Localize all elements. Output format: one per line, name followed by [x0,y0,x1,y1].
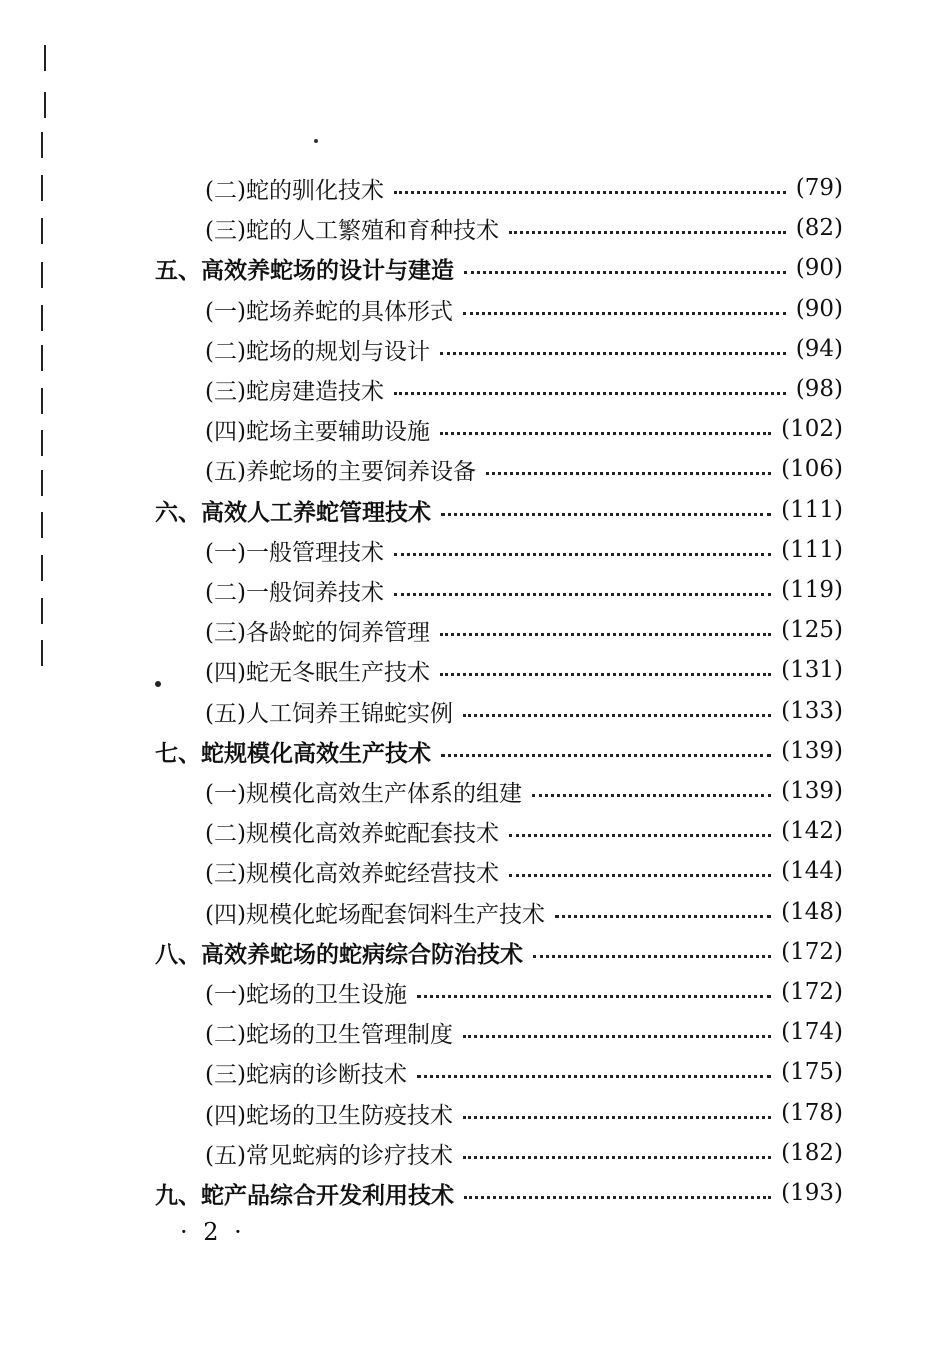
toc-section-entry [205,650,843,690]
dot-leader [555,913,771,918]
dot-leader [509,872,771,877]
toc-entry-title: 九、蛇产品综合开发利用技术 [155,1181,454,1209]
toc-entry-title: (四)蛇无冬眠生产技术 [205,659,430,686]
dot-leader [463,1114,771,1119]
toc-entry-page: (90) [795,255,843,281]
toc-entry-title: (五)常见蛇病的诊疗技术 [205,1142,453,1169]
toc-section-entry [205,1093,843,1133]
toc-section-entry [205,972,843,1012]
toc-entry-title: (二)规模化高效养蛇配套技术 [205,820,499,847]
dot-leader [394,591,771,596]
toc-section-entry [205,530,843,570]
toc-section-entry [205,851,843,891]
dot-leader [463,1154,771,1159]
toc-entry-title: (一)一般管理技术 [205,539,384,566]
toc-entry-page: (182) [781,1140,843,1166]
toc-section-entry [205,1052,843,1092]
dot-leader [441,511,771,516]
toc-section-entry [205,610,843,650]
dot-leader [463,310,786,315]
toc-entry-page: (172) [781,939,843,965]
speck [155,681,161,687]
dot-leader [440,631,771,636]
toc-entry-page: (172) [781,979,843,1005]
toc-entry-page: (119) [781,577,843,603]
toc-entry-title: 八、高效养蛇场的蛇病综合防治技术 [155,940,523,968]
toc-section-entry [205,570,843,610]
toc-section-entry [205,289,843,329]
toc-entry-title: (二)一般饲养技术 [205,579,384,606]
toc-section-entry [205,811,843,851]
toc-section-entry [205,449,843,489]
dot-leader [394,390,786,395]
dot-leader [441,752,771,757]
toc-entry-page: (102) [781,416,843,442]
dot-leader [440,430,771,435]
toc-entry-page: (98) [795,376,843,402]
toc-entry-page: (139) [781,738,843,764]
toc-entry-title: (四)蛇场的卫生防疫技术 [205,1102,453,1129]
toc-entry-page: (111) [781,537,843,563]
page-number: · 2 · [180,1218,246,1246]
dot-leader [463,712,771,717]
dot-leader [464,1194,771,1199]
toc-section-entry [205,892,843,932]
toc-entry-page: (111) [781,497,843,523]
toc-entry-page: (193) [781,1180,843,1206]
toc-entry-page: (125) [781,617,843,643]
toc-section-entry [205,329,843,369]
toc-entry-page: (106) [781,456,843,482]
toc-section-entry [205,1133,843,1173]
toc-chapter-entry [155,932,843,972]
toc-section-entry [205,409,843,449]
toc-entry-page: (144) [781,858,843,884]
toc-entry-title: (二)蛇场的规划与设计 [205,338,430,365]
dot-leader [417,1073,771,1078]
toc-entry-page: (178) [781,1100,843,1126]
toc-section-entry [205,208,843,248]
dot-leader [509,229,786,234]
toc-entry-page: (82) [795,215,843,241]
toc-section-entry [205,771,843,811]
toc-entry-title: 五、高效养蛇场的设计与建造 [155,256,454,284]
dot-leader [509,832,771,837]
speck [314,139,318,143]
toc-entry-title: (一)规模化高效生产体系的组建 [205,780,522,807]
dot-leader [440,671,771,676]
toc-entry-page: (90) [795,296,843,322]
toc-section-entry [205,369,843,409]
toc-entry-page: (133) [781,698,843,724]
toc-entry-title: (五)养蛇场的主要饲养设备 [205,458,476,485]
toc-entry-title: (三)蛇房建造技术 [205,378,384,405]
toc-entry-page: (94) [795,336,843,362]
toc-entry-title: (四)规模化蛇场配套饲料生产技术 [205,901,545,928]
toc-entry-title: (三)蛇的人工繁殖和育种技术 [205,217,499,244]
toc-chapter-entry [155,490,843,530]
toc-section-entry [205,691,843,731]
dot-leader [486,470,771,475]
toc-chapter-entry [155,1173,843,1213]
toc-entry-page: (148) [781,899,843,925]
toc-entry-page: (139) [781,778,843,804]
toc-entry-title: (五)人工饲养王锦蛇实例 [205,700,453,727]
dot-leader [532,792,771,797]
toc-entry-title: 七、蛇规模化高效生产技术 [155,739,431,767]
dot-leader [394,551,771,556]
toc-entry-page: (79) [795,175,843,201]
toc-entry-title: 六、高效人工养蛇管理技术 [155,498,431,526]
toc-entry-page: (131) [781,657,843,683]
toc-chapter-entry [155,248,843,288]
dot-leader [417,993,771,998]
toc-entry-title: (三)各龄蛇的饲养管理 [205,619,430,646]
dot-leader [464,269,786,274]
dot-leader [463,1033,771,1038]
dot-leader [394,189,786,194]
toc-entry-title: (二)蛇的驯化技术 [205,177,384,204]
toc-section-entry [205,168,843,208]
toc-section-entry [205,1012,843,1052]
toc-entry-title: (一)蛇场养蛇的具体形式 [205,298,453,325]
toc-entry-title: (三)规模化高效养蛇经营技术 [205,860,499,887]
toc-entry-title: (二)蛇场的卫生管理制度 [205,1021,453,1048]
toc-entry-page: (142) [781,818,843,844]
toc-entry-title: (四)蛇场主要辅助设施 [205,418,430,445]
toc-entry-title: (三)蛇病的诊断技术 [205,1061,407,1088]
dot-leader [440,350,786,355]
toc-chapter-entry [155,731,843,771]
toc-entry-title: (一)蛇场的卫生设施 [205,981,407,1008]
toc-entry-page: (175) [781,1059,843,1085]
toc-entry-page: (174) [781,1019,843,1045]
dot-leader [533,953,771,958]
